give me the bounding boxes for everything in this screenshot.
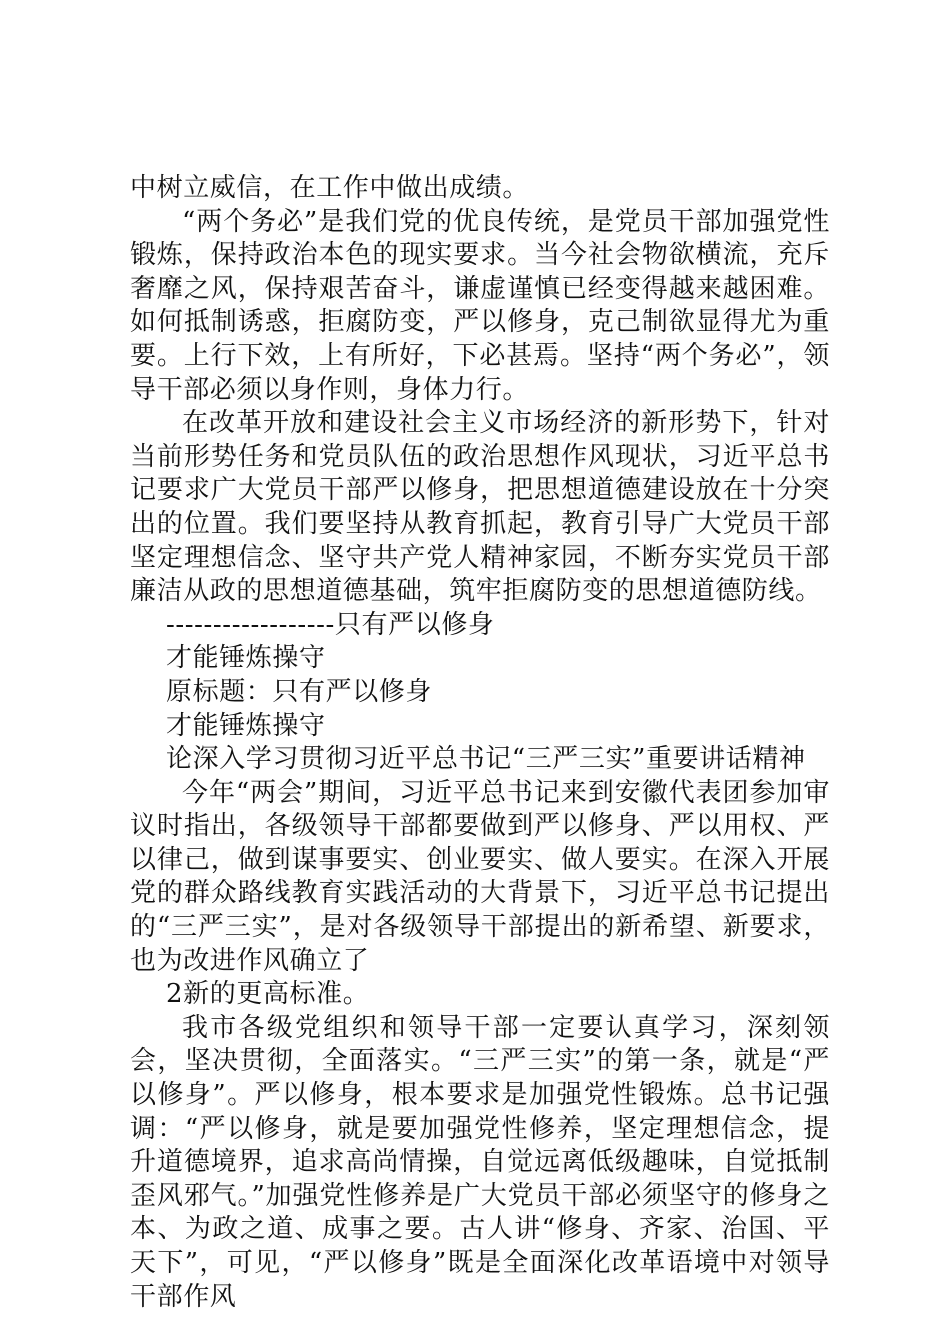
paragraph-new-standard: 2新的更高标准。 (166, 979, 370, 1010)
paragraph-two-musts: “两个务必”是我们党的优良传统，是党员干部加强党性锻炼，保持政治本色的现实要求。当今社会物欲横流，充斥奢靡之风，保持艰苦奋斗，谦虚谨慎已经变得越来越困难。如何抵制诱惑，拒腐防变，严以修身，克己制欲显得尤为重要。上行下效，上有所好，下必甚焉。坚持“两个务必”，领导干部必须以身作则，身体力行。 (130, 206, 830, 405)
paragraph-continuation: 中树立威信，在工作中做出成绩。 (130, 173, 530, 203)
paragraph-city-party: 我市各级党组织和领导干部一定要认真学习，深刻领会，坚决贯彻，全面落实。“三严三实”的第一条，就是“严以修身”。严以修身，根本要求是加强党性锻炼。总书记强调：“严以修身，就是要加强党性修养，坚定理想信念，提升道德境界，追求高尚情操，自觉远离低级趣味，自觉抵制歪风邪气。”加强党性修养是广大党员干部必须坚守的修身之本、为政之道、成事之要。古人讲“修身、齐家、治国、平天下”，可见，“严以修身”既是全面深化改革语境中对领导干部作风 (130, 1012, 830, 1312)
paragraph-reform-context: 在改革开放和建设社会主义市场经济的新形势下，针对当前形势任务和党员队伍的政治思想作风现状，习近平总书记要求广大党员干部严以修身，把思想道德建设放在十分突出的位置。我们要坚持从教育抓起，教育引导广大党员干部坚定理想信念、坚守共产党人精神家园，不断夯实党员干部廉洁从政的思想道德基础，筑牢拒腐防变的思想道德防线。 (130, 408, 830, 607)
title-line-2: 才能锤炼操守 (166, 643, 326, 674)
separator-title-line: ------------------只有严以修身 (166, 609, 495, 640)
original-title-line: 原标题：只有严以修身 (166, 676, 433, 707)
paragraph-two-sessions: 今年“两会”期间，习近平总书记来到安徽代表团参加审议时指出，各级领导干部都要做到严以修身、严以用权、严以律己，做到谋事要实、创业要实、做人要实。在深入开展党的群众路线教育实践活动的大背景下，习近平总书记提出的“三严三实”，是对各级领导干部提出的新希望、新要求，也为改进作风确立了 (130, 777, 830, 976)
original-title-line-2: 才能锤炼操守 (166, 710, 326, 741)
document-body (130, 172, 830, 1314)
subtitle-line: 论深入学习贯彻习近平总书记“三严三实”重要讲话精神 (166, 744, 806, 775)
